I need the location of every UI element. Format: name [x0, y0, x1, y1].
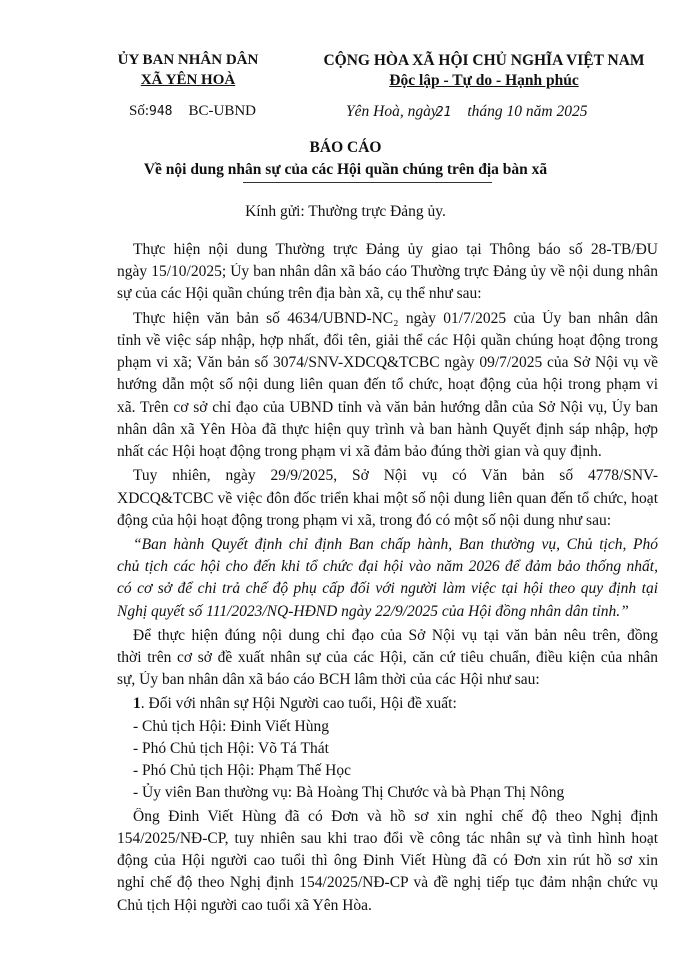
body-line-9: nhân dân xã Yên Hòa đã thực hiện quy trình và ban hành Quyết định sáp nhập, hợp — [117, 421, 658, 438]
document-number — [129, 103, 256, 120]
nation-title: CỘNG HÒA XÃ HỘI CHỦ NGHĨA VIỆT NAM — [323, 52, 645, 69]
place-date — [346, 103, 587, 121]
list-item-chairman: - Chủ tịch Hội: Đinh Viết Hùng — [133, 718, 329, 735]
org-name-line1: ỦY BAN NHÂN DÂN — [117, 52, 259, 68]
list-item-standing-member: - Ủy viên Ban thường vụ: Bà Hoàng Thị Chước và bà Phạn Thị Nông — [133, 784, 565, 801]
org-name-line2 — [108, 72, 268, 89]
body-line-2: ngày 15/10/2025; Ủy ban nhân dân xã báo cáo Thường trực Đảng ủy về nội dung nhân — [117, 263, 658, 280]
quote-line-3: có cơ sở để chi trả chế độ phụ cấp đối với người làm việc tại hội theo quy định tại — [117, 580, 658, 597]
subtitle-underline — [243, 182, 492, 183]
body-line-21: Chủ tịch Hội người cao tuổi xã Yên Hòa. — [117, 897, 372, 914]
greeting: Kính gửi: Thường trực Đảng ủy. — [245, 203, 446, 220]
number-label: Số: — [129, 103, 150, 119]
body-line-18: 154/2025/NĐ-CP, tuy nhiên sau khi trao đổi về công tác nhân sự và tình hình hoạt — [117, 830, 658, 847]
org-name-line2-text: XÃ YÊN HOÀ — [140, 72, 236, 88]
body-line-4: Thực hiện văn bản số 4634/UBND-NC₂ ngày 01/7/2025 của Ủy ban nhân dân — [133, 310, 658, 327]
body-line-19: động của Hội người cao tuổi thì ông Đinh Viết Hùng đã có Đơn xin rút hồ sơ xin — [117, 852, 658, 869]
nation-motto-text: Độc lập - Tự do - Hạnh phúc — [389, 72, 579, 89]
quote-line-2: chủ tịch các hội cho đến khi tổ chức đại hội vào năm 2026 để đảm bảo thống nhất, — [117, 558, 658, 575]
number-value: 948 — [149, 104, 173, 119]
quote-line-4: Nghị quyết số 111/2023/NQ-HĐND ngày 22/9/2025 của Hội đồng nhân dân tỉnh.” — [117, 603, 629, 620]
body-line-13: động của hội hoạt động trong phạm vi xã, trong đó có một số nội dung như sau: — [117, 512, 612, 529]
place-date-prefix: Yên Hoà, ngày — [346, 103, 438, 120]
section-1-heading — [133, 695, 457, 713]
date-day: 21 — [435, 105, 452, 120]
report-subtitle: Về nội dung nhân sự của các Hội quần chúng trên địa bàn xã — [143, 161, 548, 178]
nation-motto — [298, 72, 670, 90]
body-line-20: nghỉ chế độ theo Nghị định 154/2025/NĐ-CP và đề nghị tiếp tục đảm nhận chức vụ — [117, 874, 658, 891]
place-date-suffix: tháng 10 năm 2025 — [467, 103, 588, 120]
body-line-16: sự, Ủy ban nhân dân xã báo cáo BCH lâm thời của các Hội như sau: — [117, 671, 540, 688]
body-line-6: phạm vi xã; Văn bản số 3074/SNV-XDCQ&TCBC ngày 09/7/2025 của Sở Nội vụ về — [117, 354, 658, 371]
body-line-12: XDCQ&TCBC về việc đôn đốc triển khai một số nội dung liên quan đến tổ chức, hoạt — [117, 490, 658, 507]
body-line-1: Thực hiện nội dung Thường trực Đảng ủy giao tại Thông báo số 28-TB/ĐU — [133, 241, 658, 258]
list-item-vice-chair-2: - Phó Chủ tịch Hội: Phạm Thế Học — [133, 762, 351, 779]
body-line-15: thời trên cơ sở đề xuất nhân sự của các Hội, căn cứ tiêu chuẩn, điều kiện của nhân — [117, 649, 658, 666]
body-line-10: nhất các Hội hoạt động trong phạm vi xã đảm bảo đúng thời gian và quy định. — [117, 443, 602, 460]
body-line-17: Ông Đinh Viết Hùng đã có Đơn và hồ sơ xin nghỉ chế độ theo Nghị định — [133, 808, 658, 825]
body-line-7: hướng dẫn một số nội dung liên quan đến tổ chức, hoạt động của hội trong phạm vi — [117, 376, 658, 393]
body-line-3: sự của các Hội quần chúng trên địa bàn xã, cụ thể như sau: — [117, 285, 482, 302]
body-line-14: Để thực hiện đúng nội dung chỉ đạo của Sở Nội vụ tại văn bản nêu trên, đồng — [133, 627, 658, 644]
section-number: 1 — [133, 695, 141, 712]
report-title: BÁO CÁO — [309, 139, 382, 156]
body-line-8: xã. Trên cơ sở chỉ đạo của UBND tỉnh và văn bản hướng dẫn của Sở Nội vụ, Ủy ban — [117, 399, 658, 416]
body-line-5: tỉnh về việc sáp nhập, hợp nhất, đổi tên, giải thể các Hội quần chúng hoạt động trong — [117, 332, 658, 349]
body-line-11: Tuy nhiên, ngày 29/9/2025, Sở Nội vụ có Văn bản số 4778/SNV- — [133, 467, 658, 484]
number-suffix: BC-UBND — [188, 103, 257, 119]
quote-line-1: “Ban hành Quyết định chỉ định Ban chấp hành, Ban thường vụ, Chủ tịch, Phó — [133, 536, 658, 553]
section-heading-text: . Đối với nhân sự Hội Người cao tuổi, Hội đề xuất: — [140, 695, 457, 712]
list-item-vice-chair-1: - Phó Chủ tịch Hội: Võ Tá Thát — [133, 740, 329, 757]
